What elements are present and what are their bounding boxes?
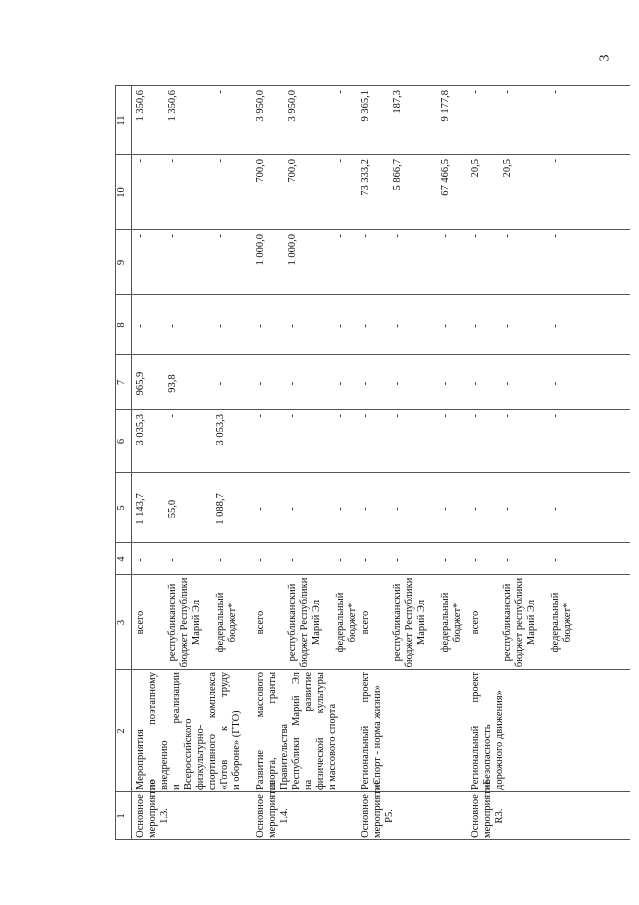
value-cell: - (470, 558, 481, 562)
row-name-line: физической культуры (315, 672, 326, 790)
value-cell: - (440, 414, 451, 418)
row-name-line: спорта, гранты (267, 672, 278, 790)
value-cell: - (470, 234, 481, 238)
value-cell: - (135, 159, 146, 163)
value-cell: - (502, 507, 513, 511)
funding-source: республиканский бюджет Республики Марий Эл (167, 577, 202, 668)
value-cell: 5 866,7 (392, 159, 403, 191)
row-name-line: Мероприятия (135, 729, 146, 790)
value-cell: 3 053,3 (215, 414, 226, 446)
row-name-line: и реализации (171, 672, 182, 790)
row-name-line: «Спорт - норма жизни» (372, 685, 383, 790)
value-cell: 93,8 (167, 374, 178, 393)
value-cell: 3 950,0 (255, 90, 266, 122)
value-cell: - (215, 381, 226, 386)
value-cell: - (502, 381, 513, 386)
value-cell: - (287, 507, 298, 511)
value-cell: - (360, 507, 371, 511)
row-name-line: дорожного движения» (494, 690, 505, 790)
value-cell: - (135, 234, 146, 238)
row-name-line: Республики Марий Эл (291, 672, 302, 790)
value-cell: - (215, 234, 226, 238)
value-cell: - (470, 381, 481, 386)
value-cell: - (335, 414, 346, 418)
value-cell: - (335, 507, 346, 511)
value-cell: 700,0 (255, 159, 266, 183)
value-cell: - (255, 558, 266, 562)
value-cell: - (255, 414, 266, 418)
value-cell: - (287, 324, 298, 328)
value-cell: - (360, 414, 371, 418)
row-code: Основное мероприятие R3. (470, 780, 505, 838)
row-name-line: по поэтапному (147, 672, 158, 790)
funding-source: федеральный бюджет* (550, 592, 573, 653)
row-name-line: физкультурно- (195, 724, 206, 790)
row-name-line: Правительства (279, 723, 290, 790)
value-cell: - (255, 381, 266, 386)
value-cell: - (167, 324, 178, 328)
value-cell: 1 000,0 (287, 234, 298, 266)
value-cell: 1 000,0 (255, 234, 266, 266)
value-cell: - (167, 159, 178, 163)
value-cell: - (502, 90, 513, 94)
value-cell: - (550, 159, 561, 163)
value-cell: - (550, 507, 561, 511)
value-cell: - (440, 381, 451, 386)
page-number: 3 (597, 54, 613, 62)
value-cell: 20,5 (502, 159, 513, 178)
value-cell: 187,3 (392, 90, 403, 114)
value-cell: 20,5 (470, 159, 481, 178)
value-cell: - (287, 414, 298, 418)
value-cell: - (335, 324, 346, 328)
value-cell: - (335, 234, 346, 238)
value-cell: - (550, 414, 561, 418)
rotated-table (115, 85, 630, 840)
row-name-line: Развитие массового (255, 672, 266, 790)
row-name-line: Региональный проект (360, 672, 371, 790)
funding-source: всего (135, 610, 146, 635)
value-cell: - (215, 558, 226, 562)
value-cell: - (502, 558, 513, 562)
value-cell: - (135, 324, 146, 328)
value-cell: - (135, 558, 146, 562)
column-header: 10 (116, 187, 127, 198)
value-cell: 700,0 (287, 159, 298, 183)
value-cell: - (550, 234, 561, 238)
value-cell: - (392, 234, 403, 238)
value-cell: - (215, 90, 226, 94)
value-cell: - (502, 414, 513, 418)
value-cell: - (215, 324, 226, 328)
value-cell: - (392, 558, 403, 562)
value-cell: - (167, 234, 178, 238)
value-cell: - (287, 381, 298, 386)
value-cell: - (550, 90, 561, 94)
value-cell: 73 333,2 (360, 159, 371, 196)
column-header: 4 (116, 556, 127, 562)
value-cell: - (392, 324, 403, 328)
row-name-line: и обороне» (ГТО) (231, 710, 242, 790)
value-cell: 965,9 (135, 371, 146, 396)
value-cell: - (502, 324, 513, 328)
funding-source: всего (470, 610, 481, 635)
value-cell: - (335, 558, 346, 562)
value-cell: 1 350,6 (135, 90, 146, 122)
column-header: 1 (116, 813, 127, 819)
value-cell: - (392, 381, 403, 386)
column-header: 2 (116, 728, 127, 734)
value-cell: - (335, 159, 346, 163)
funding-source: всего (255, 610, 266, 635)
value-cell: - (360, 558, 371, 562)
value-cell: - (360, 381, 371, 386)
value-cell: 1 088,7 (215, 493, 226, 525)
value-cell: - (360, 234, 371, 238)
funding-source: республиканский бюджет Республики Марий Эл (287, 577, 322, 668)
value-cell: 9 177,8 (440, 90, 451, 122)
row-code: Основное мероприятие 1.3. (135, 780, 170, 838)
value-cell: - (255, 324, 266, 328)
column-header: 11 (116, 115, 127, 126)
funding-source: федеральный бюджет* (440, 592, 463, 653)
value-cell: - (550, 381, 561, 386)
value-cell: - (255, 507, 266, 511)
value-cell: 55,0 (167, 499, 178, 519)
row-name-line: Всероссийского (183, 718, 194, 790)
value-cell: - (392, 507, 403, 511)
value-cell: - (440, 234, 451, 238)
value-cell: 3 035,3 (135, 414, 146, 446)
value-cell: - (502, 234, 513, 238)
value-cell: 67 466,5 (440, 159, 451, 196)
value-cell: 1 143,7 (135, 493, 146, 525)
value-cell: - (440, 507, 451, 511)
row-code: Основное мероприятие 1.4. (255, 780, 290, 838)
funding-source: федеральный бюджет* (215, 592, 238, 653)
value-cell: - (470, 324, 481, 328)
value-cell: - (167, 414, 178, 418)
value-cell: 9 365,1 (360, 90, 371, 122)
column-header: 6 (116, 438, 127, 445)
value-cell: - (550, 558, 561, 562)
column-header: 7 (116, 379, 127, 386)
value-cell: - (470, 414, 481, 418)
column-header: 9 (116, 259, 127, 266)
column-header: 8 (116, 322, 127, 328)
row-code: Основное мероприятие Р5. (360, 780, 395, 838)
row-name-line: Региональный проект (470, 672, 481, 790)
value-cell: - (440, 324, 451, 328)
value-cell: - (470, 90, 481, 94)
row-name-line: «Безопасность (482, 724, 493, 790)
value-cell: - (440, 558, 451, 562)
value-cell: 3 950,0 (287, 90, 298, 122)
column-header: 5 (116, 505, 127, 511)
row-name-line: «Готов к труду (219, 672, 230, 790)
value-cell: - (215, 159, 226, 163)
row-name-line: внедрению (159, 740, 170, 790)
funding-source: республиканский бюджет республики Марий Эл (502, 577, 537, 668)
value-cell: - (550, 324, 561, 328)
funding-source: всего (360, 610, 371, 635)
value-cell: - (335, 90, 346, 94)
value-cell: - (392, 414, 403, 418)
funding-source: республиканский бюджет Республики Марий Эл (392, 577, 427, 668)
value-cell: - (287, 558, 298, 562)
value-cell: - (335, 381, 346, 386)
value-cell: - (360, 324, 371, 328)
value-cell: 1 350,6 (167, 90, 178, 122)
row-name-line: на развитие (303, 672, 314, 790)
row-name-line: и массового спорта (327, 703, 338, 790)
column-header: 3 (116, 619, 127, 626)
row-name-line: спортивного комплекса (207, 672, 218, 790)
value-cell: - (470, 507, 481, 511)
funding-source: федеральный бюджет* (335, 592, 358, 653)
value-cell: - (167, 558, 178, 562)
